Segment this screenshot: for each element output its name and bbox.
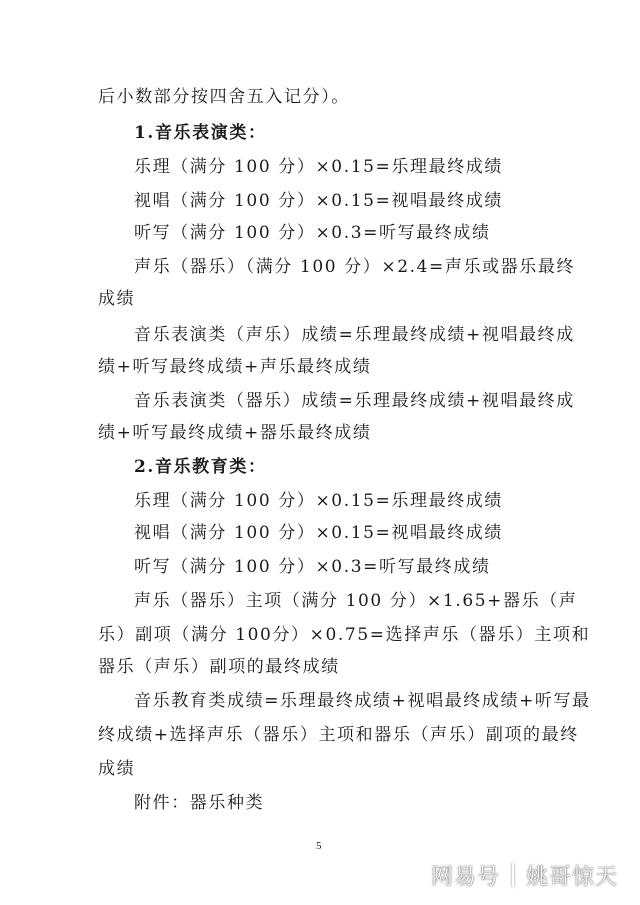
text-line: 绩+听写最终成绩+声乐最终成绩 [98, 357, 372, 377]
text-line: 成绩 [98, 759, 136, 779]
text-line: 乐理（满分 100 分）×0.15=乐理最终成绩 [134, 491, 503, 511]
section-heading: 2.音乐教育类： [134, 457, 267, 477]
text-line: 乐）副项（满分 100分）×0.75=选择声乐（器乐）主项和 [98, 625, 591, 645]
text-line: 后小数部分按四舍五入记分）。 [98, 87, 350, 107]
watermark-platform: 网易号 [430, 864, 500, 890]
text-line: 绩+听写最终成绩+器乐最终成绩 [98, 423, 372, 443]
text-line: 声乐（器乐）主项（满分 100 分）×1.65+器乐（声 [134, 591, 578, 611]
text-line: 器乐（声乐）副项的最终成绩 [98, 657, 340, 677]
text-line: 听写（满分 100 分）×0.3=听写最终成绩 [134, 557, 491, 577]
text-line: 乐理（满分 100 分）×0.15=乐理最终成绩 [134, 157, 503, 177]
text-line: 视唱（满分 100 分）×0.15=视唱最终成绩 [134, 191, 503, 211]
text-line: 声乐（器乐）（满分 100 分）×2.4=声乐或器乐最终 [134, 257, 576, 277]
section-heading: 1.音乐表演类： [134, 123, 267, 143]
text-line: 终成绩+选择声乐（器乐）主项和器乐（声乐）副项的最终 [98, 725, 579, 745]
watermark [431, 858, 618, 892]
text-line: 听写（满分 100 分）×0.3=听写最终成绩 [134, 223, 491, 243]
text-line: 音乐表演类（声乐）成绩=乐理最终成绩+视唱最终成 [134, 325, 575, 345]
text-line: 音乐教育类成绩=乐理最终成绩+视唱最终成绩+听写最 [134, 691, 591, 711]
text-line: 音乐表演类（器乐）成绩=乐理最终成绩+视唱最终成 [134, 391, 575, 411]
page-number: 5 [316, 840, 322, 852]
text-line: 附件：器乐种类 [134, 793, 265, 813]
text-line: 成绩 [98, 289, 136, 309]
text-line: 视唱（满分 100 分）×0.15=视唱最终成绩 [134, 523, 503, 543]
watermark-author: 姚哥惊天 [525, 864, 618, 890]
watermark-divider [512, 863, 514, 887]
